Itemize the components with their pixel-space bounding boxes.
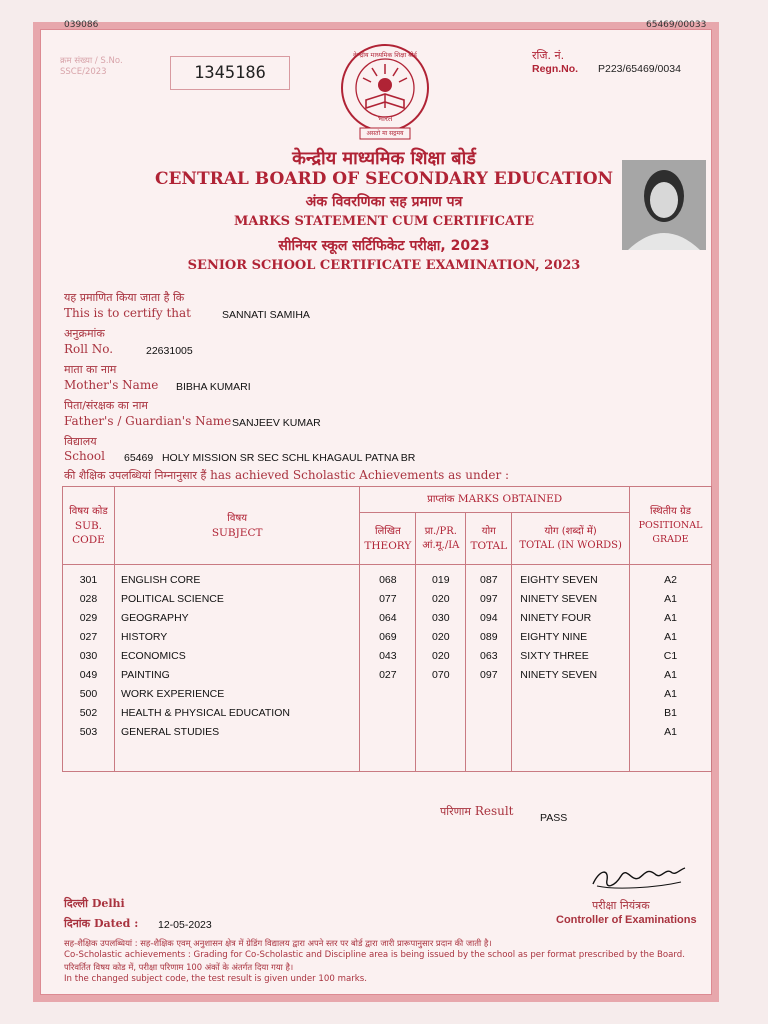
codes-list [63, 571, 114, 742]
mother-label-en: Mother's Name [64, 378, 159, 392]
doc-title-hi: अंक विवरणिका सह प्रमाण पत्र [305, 194, 463, 210]
subject-cell: ENGLISH CORE [120, 574, 201, 586]
board-title-hi: केन्द्रीय माध्यमिक शिक्षा बोर्ड [292, 148, 476, 169]
footnote-1: सह-शैक्षिक उपलब्धियां : सह-शैक्षिक एवम् अनुशासन क्षेत्र में ग्रेडिंग विद्यालय द्वारा अपने स्तर पर बोर्ड द्वारा जारी प्रारूपानुसार प्रदान की जाती है। [64, 938, 492, 948]
header-grade [630, 487, 712, 565]
roll-label-hi: अनुक्रमांक [64, 327, 105, 340]
regn-number: P223/65469/0034 [598, 63, 681, 75]
grade-cell: A2 [664, 574, 677, 586]
subject-cell: WORK EXPERIENCE [120, 688, 225, 700]
header-theory-hi: लिखित [374, 525, 401, 537]
subject-cell: PAINTING [120, 669, 170, 681]
result-label-en: Result [474, 804, 514, 818]
footnote-3: परिवर्तित विषय कोड में, परीक्षा परिणाम 100 अंकों के अंतर्गत दिया गया है। [64, 962, 294, 972]
top-left-code: 039086 [64, 20, 99, 30]
subject-cell: HISTORY [120, 631, 168, 643]
roll-number: 22631005 [146, 345, 193, 357]
place-en: Delhi [91, 897, 125, 910]
header-sub-code-hi: विषय कोड [69, 505, 108, 517]
grade-cell: A1 [664, 669, 677, 681]
sub-code-cell: 301 [79, 574, 98, 586]
marks-table [62, 486, 712, 772]
theory-column [360, 565, 416, 772]
mother-name: BIBHA KUMARI [176, 381, 251, 393]
header-practical [416, 513, 466, 565]
subject-cell: GEOGRAPHY [120, 612, 189, 624]
header-marks-obtained [360, 487, 630, 513]
roll-label-en: Roll No. [64, 342, 114, 356]
achievements-label-en: has achieved Scholastic Achievements as under : [210, 468, 510, 482]
theory-cell: 043 [379, 650, 397, 662]
grade-cell: A1 [664, 688, 677, 700]
words-cell [512, 723, 629, 742]
theory-cell [360, 723, 415, 742]
total-cell [466, 723, 511, 742]
practical-cell: 030 [432, 612, 450, 624]
place-line [64, 896, 125, 911]
sub-code-cell: 027 [79, 631, 98, 643]
total-cell [466, 704, 511, 723]
total-cell: 097 [480, 669, 498, 681]
grade-list [630, 571, 711, 742]
header-subject-hi: विषय [227, 512, 248, 524]
practical-list [416, 571, 465, 742]
words-cell [512, 704, 629, 723]
grade-cell: A1 [664, 726, 677, 738]
subject-cell: ECONOMICS [120, 650, 186, 662]
header-grade-hi: स्थितीय ग्रेड [650, 505, 691, 517]
grade-cell: A1 [664, 612, 677, 624]
grade-cell: B1 [664, 707, 677, 719]
achievements-line [64, 468, 509, 483]
sub-code-cell: 030 [79, 650, 98, 662]
theory-cell: 077 [379, 593, 397, 605]
header-theory-en: THEORY [364, 539, 412, 552]
grade-cell: A1 [664, 593, 677, 605]
candidate-name: SANNATI SAMIHA [222, 309, 310, 321]
theory-cell: 068 [379, 574, 397, 586]
achievements-label-hi: की शैक्षिक उपलब्धियां निम्नानुसार हैं [64, 469, 207, 482]
doc-title-en: MARKS STATEMENT CUM CERTIFICATE [234, 214, 534, 229]
words-column [512, 565, 630, 772]
theory-cell [360, 704, 415, 723]
grade-cell: C1 [663, 650, 678, 662]
words-cell: EIGHTY NINE [520, 631, 588, 643]
total-cell: 087 [480, 574, 498, 586]
header-theory [360, 513, 416, 565]
footnote-4: In the changed subject code, the test result is given under 100 marks. [64, 974, 367, 984]
father-name: SANJEEV KUMAR [232, 417, 321, 429]
dated-value: 12-05-2023 [158, 919, 212, 931]
header-total-words-hi: योग (शब्दों में) [544, 525, 597, 537]
total-list [466, 571, 511, 742]
father-label-en: Father's / Guardian's Name [64, 414, 232, 428]
practical-cell [416, 723, 465, 742]
certify-label-hi: यह प्रमाणित किया जाता है कि [64, 291, 185, 304]
sub-code-cell: 500 [79, 688, 98, 700]
total-cell [466, 685, 511, 704]
serial-number: 1345186 [170, 56, 290, 90]
sub-code-cell: 028 [79, 593, 98, 605]
header-sub-code-en: SUB. CODE [72, 519, 105, 546]
mother-label-hi: माता का नाम [64, 363, 117, 376]
result-value: PASS [540, 812, 568, 824]
theory-list [360, 571, 415, 742]
subject-cell: HEALTH & PHYSICAL EDUCATION [120, 707, 290, 719]
words-cell: SIXTY THREE [520, 650, 589, 662]
controller-title-en: Controller of Examinations [556, 914, 697, 926]
practical-cell [416, 704, 465, 723]
total-cell: 097 [480, 593, 498, 605]
header-total-words [512, 513, 630, 565]
practical-cell: 019 [432, 574, 450, 586]
footnote-2: Co-Scholastic achievements : Grading for Co-Scholastic and Discipline area is being issued by the school as per format prescribed by the Board. [64, 950, 685, 960]
regn-label-en: Regn.No. [532, 63, 579, 75]
exam-title-hi: सीनियर स्कूल सर्टिफिकेट परीक्षा, 2023 [278, 238, 490, 254]
controller-signature-icon [585, 856, 695, 896]
grade-column [630, 565, 712, 772]
controller-title-hi: परीक्षा नियंत्रक [592, 899, 650, 912]
words-cell: NINETY SEVEN [520, 669, 598, 681]
result-label-hi: परिणाम [440, 805, 471, 818]
subject-cell: POLITICAL SCIENCE [120, 593, 224, 605]
emblem-text-top: केन्द्रीय माध्यमिक शिक्षा बोर्ड [353, 52, 417, 59]
grade-cell: A1 [664, 631, 677, 643]
sub-code-cell: 503 [79, 726, 98, 738]
header-subject [114, 487, 359, 565]
board-title-en: CENTRAL BOARD OF SECONDARY EDUCATION [154, 169, 614, 189]
header-total-hi: योग [481, 525, 496, 537]
header-practical-bottom: आं.मू./IA [422, 539, 460, 551]
dated-line [64, 916, 138, 931]
serial-label: क्रम संख्या / S.No. SSCE/2023 [60, 56, 123, 77]
subjects-column [114, 565, 359, 772]
total-cell: 089 [480, 631, 498, 643]
header-total-en: TOTAL [470, 539, 508, 552]
header-total [466, 513, 512, 565]
header-marks-en: MARKS OBTAINED [457, 493, 563, 505]
header-practical-top: प्रा./PR. [424, 525, 457, 537]
codes-column [63, 565, 115, 772]
words-list [512, 571, 629, 742]
header-marks-hi: प्राप्तांक [427, 494, 455, 505]
total-cell: 063 [480, 650, 498, 662]
exam-title-en: SENIOR SCHOOL CERTIFICATE EXAMINATION, 2023 [187, 258, 581, 273]
header-total-words-en: TOTAL (IN WORDS) [519, 539, 622, 551]
header-sub-code [63, 487, 115, 565]
theory-cell: 064 [379, 612, 397, 624]
total-cell: 094 [480, 612, 498, 624]
practical-column [416, 565, 466, 772]
practical-cell [416, 685, 465, 704]
regn-label-hi: रजि. नं. [532, 49, 565, 62]
sub-code-cell: 029 [79, 612, 98, 624]
emblem-country: भारत [377, 114, 393, 123]
practical-cell: 020 [432, 593, 450, 605]
words-cell [512, 685, 629, 704]
school-label-hi: विद्यालय [64, 435, 97, 448]
school-name: 65469 HOLY MISSION SR SEC SCHL KHAGAUL PATNA BR [124, 452, 416, 464]
theory-cell [360, 685, 415, 704]
words-cell: EIGHTY SEVEN [520, 574, 598, 586]
dated-label-en: Dated : [93, 917, 139, 930]
top-right-code: 65469/00033 [646, 20, 707, 30]
subject-cell: GENERAL STUDIES [120, 726, 220, 738]
total-column [466, 565, 512, 772]
school-label-en: School [64, 449, 105, 463]
sub-code-cell: 049 [79, 669, 98, 681]
subjects-list [115, 571, 359, 742]
theory-cell: 027 [379, 669, 397, 681]
emblem-motto: असतो मा सद्गमय [366, 130, 404, 137]
theory-cell: 069 [379, 631, 397, 643]
place-hi: दिल्ली [64, 897, 88, 910]
father-label-hi: पिता/संरक्षक का नाम [64, 399, 149, 412]
words-cell: NINETY SEVEN [520, 593, 598, 605]
practical-cell: 020 [432, 631, 450, 643]
header-grade-en: POSITIONAL GRADE [638, 519, 703, 545]
words-cell: NINETY FOUR [520, 612, 592, 624]
practical-cell: 020 [432, 650, 450, 662]
header-subject-en: SUBJECT [211, 526, 263, 539]
certify-label-en: This is to certify that [64, 306, 191, 320]
result-label [440, 804, 514, 819]
dated-label-hi: दिनांक [64, 917, 91, 930]
practical-cell: 070 [432, 669, 450, 681]
sub-code-cell: 502 [79, 707, 98, 719]
